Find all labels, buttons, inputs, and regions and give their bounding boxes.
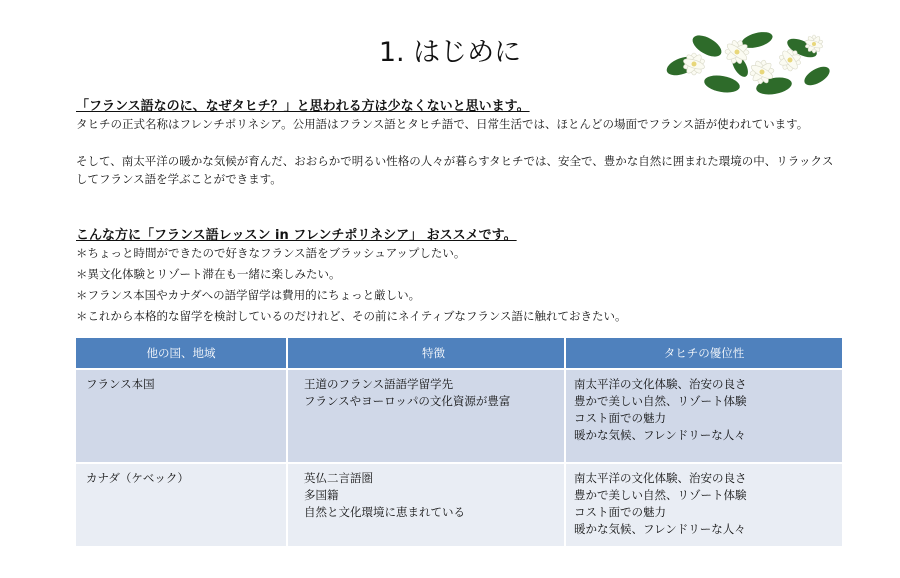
- advantage-line: 南太平洋の文化体験、治安の良さ: [574, 471, 747, 485]
- intro-paragraph-2: そして、南太平洋の暖かな気候が育んだ、おおらかで明るい性格の人々が暮らすタヒチでは、安全で、豊かな自然に囲まれた環境の中、リラックスしてフランス語を学ぶことができます。: [76, 154, 834, 186]
- table-header-row: [76, 338, 842, 369]
- intro-paragraph-1: タヒチの正式名称はフレンチポリネシア。公用語はフランス語とタヒチ語で、日常生活では、ほとんどの場面でフランス語が使われています。: [76, 117, 809, 131]
- column-header-features: 特徴: [287, 338, 565, 369]
- feature-line: 自然と文化環境に恵まれている: [304, 505, 465, 519]
- column-header-region: 他の国、地域: [76, 338, 287, 369]
- comparison-table: [76, 338, 842, 546]
- table-row: [76, 369, 842, 463]
- list-item: ＊ちょっと時間ができたので好きなフランス語をブラッシュアップしたい。: [76, 246, 466, 260]
- advantage-line: 豊かで美しい自然、リゾート体験: [574, 394, 747, 408]
- advantage-line: コスト面での魅力: [574, 505, 666, 519]
- advantages-cell: [565, 369, 842, 463]
- list-item: ＊これから本格的な留学を検討しているのだけれど、その前にネイティブなフランス語に触れておきたい。: [76, 309, 627, 323]
- list-item: ＊異文化体験とリゾート滞在も一緒に楽しみたい。: [76, 267, 341, 281]
- region-cell: フランス本国: [76, 369, 287, 463]
- recommendation-list: [76, 243, 627, 327]
- feature-line: 王道のフランス語語学留学先: [304, 377, 454, 391]
- table-row: [76, 463, 842, 546]
- features-cell: [287, 463, 565, 546]
- advantages-cell: [565, 463, 842, 546]
- tiare-flowers-decoration: [662, 26, 832, 98]
- section1-heading: 「フランス語なのに、なぜタヒチ？」と思われる方は少なくないと思います。: [76, 99, 530, 114]
- advantage-line: 暖かな気候、フレンドリーな人々: [574, 428, 746, 442]
- section2-heading: こんな方に「フランス語レッスン in フレンチポリネシア」 おススメです。: [76, 228, 517, 243]
- region-cell: カナダ（ケベック）: [76, 463, 287, 546]
- feature-line: 英仏二言語圏: [304, 471, 373, 485]
- feature-line: 多国籍: [304, 488, 339, 502]
- page-title: 1. はじめに: [378, 37, 522, 68]
- advantage-line: 暖かな気候、フレンドリーな人々: [574, 522, 746, 536]
- list-item: ＊フランス本国やカナダへの語学留学は費用的にちょっと厳しい。: [76, 288, 421, 302]
- features-cell: [287, 369, 565, 463]
- advantage-line: 豊かで美しい自然、リゾート体験: [574, 488, 747, 502]
- advantage-line: 南太平洋の文化体験、治安の良さ: [574, 377, 747, 391]
- advantage-line: コスト面での魅力: [574, 411, 666, 425]
- column-header-advantages: タヒチの優位性: [565, 338, 842, 369]
- feature-line: フランスやヨーロッパの文化資源が豊富: [304, 394, 511, 408]
